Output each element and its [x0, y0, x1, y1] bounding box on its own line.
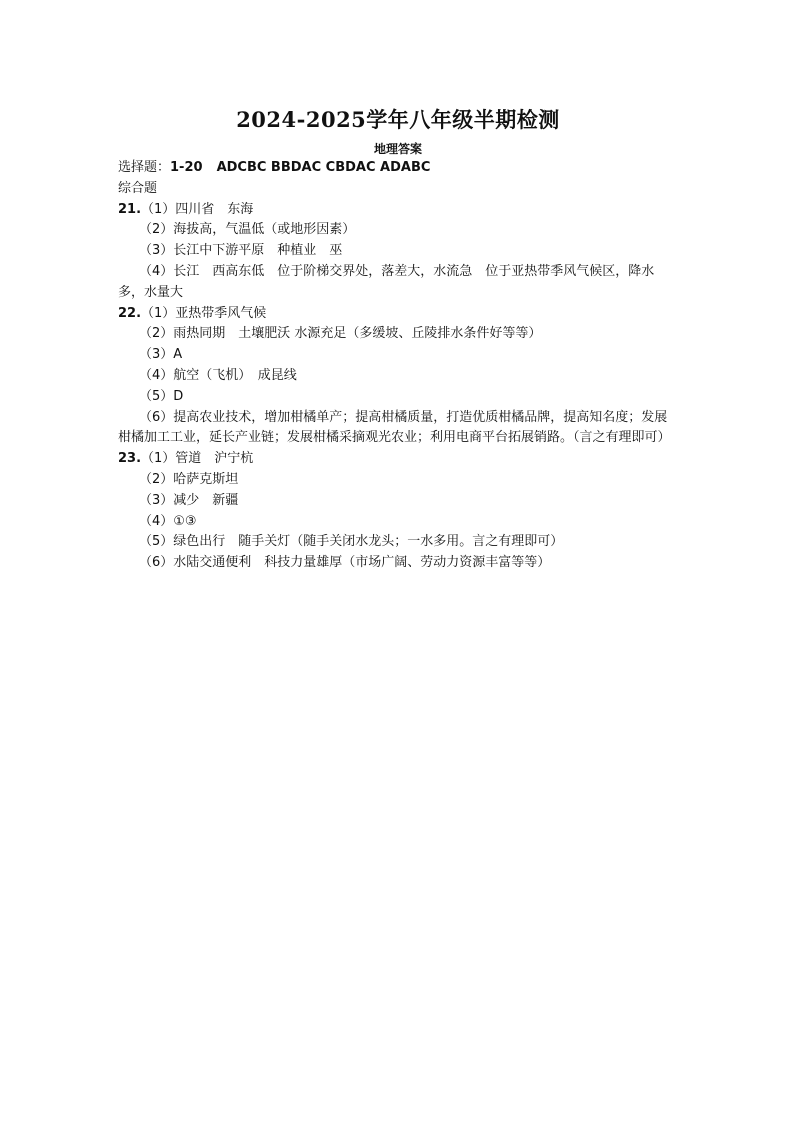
answer-body	[118, 158, 678, 574]
q21-part4: （4）长江 西高东低 位于阶梯交界处，落差大，水流急 位于亚热带季风气候区，降水多，水量大	[118, 263, 655, 300]
q21-part3: （3）长江中下游平原 种植业 巫	[139, 243, 343, 259]
document-subtitle: 地理答案	[373, 142, 422, 156]
q23-part6: （6）水陆交通便利 科技力量雄厚（市场广阔、劳动力资源丰富等等）	[139, 555, 551, 571]
q22-part4: （4）航空（飞机） 成昆线	[139, 367, 297, 383]
q22-number: 22.	[118, 305, 142, 321]
q21-part1-text: （1）四川省 东海	[141, 201, 254, 217]
q23-part3: （3）减少 新疆	[139, 492, 239, 508]
q22-part3: （3）A	[139, 347, 183, 363]
q23-part1	[118, 449, 678, 470]
q21-number: 21.	[118, 201, 142, 217]
q21-part2: （2）海拔高，气温低（或地形因素）	[139, 222, 356, 238]
q23-part2: （2）哈萨克斯坦	[139, 471, 239, 487]
choice-answers-line	[118, 158, 678, 179]
q21-part1	[118, 200, 678, 221]
q22-part5: （5）D	[139, 388, 184, 404]
q23-part4: （4）①③	[139, 513, 197, 529]
choice-range: 1-20	[170, 160, 203, 175]
section-label: 综合题	[118, 180, 158, 196]
q22-part6: （6）提高农业技术，增加柑橘单产；提高柑橘质量，打造优质柑橘品牌，提高知名度；发展柑橘加工工业，延长产业链；发展柑橘采摘观光农业；利用电商平台拓展销路。（言之有理即可）	[118, 409, 671, 446]
choice-answer-key: ADCBC BBDAC CBDAC ADABC	[216, 160, 431, 175]
q23-part1-text: （1）管道 沪宁杭	[141, 451, 254, 467]
q23-part5: （5）绿色出行 随手关灯（随手关闭水龙头；一水多用。言之有理即可）	[139, 534, 564, 550]
q22-part1	[118, 304, 678, 325]
choice-label: 选择题：	[118, 160, 171, 175]
document-title: 2024-2025学年八年级半期检测	[236, 107, 560, 132]
q22-part2: （2）雨热同期 土壤肥沃 水源充足（多缓坡、丘陵排水条件好等等）	[139, 326, 542, 342]
q23-number: 23.	[118, 451, 142, 467]
q22-part1-text: （1）亚热带季风气候	[141, 305, 267, 321]
